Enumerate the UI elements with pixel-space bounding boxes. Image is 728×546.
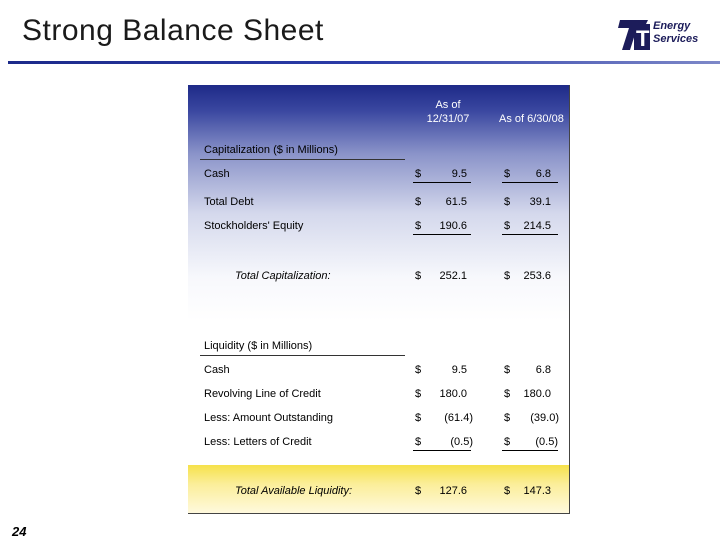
liq-row-value-2: 6.8 [535,364,551,376]
logo-mark: T3 [636,26,662,51]
liq-row-value-1: (61.4) [444,412,473,424]
balance-table [188,85,570,514]
currency-symbol: $ [504,270,511,282]
liq-row-label: Cash [204,364,230,376]
title-rule [8,61,720,64]
col1-header-line2: 12/31/07 [426,113,470,125]
currency-symbol: $ [415,412,422,424]
total-liquidity-value-1: 127.6 [439,485,467,497]
currency-symbol: $ [504,364,511,376]
currency-symbol: $ [504,196,511,208]
cap-row-value-2: $ 214.5 [502,220,558,235]
liq-row-value-2: $ (0.5) [502,436,558,451]
cap-row-label: Cash [204,168,230,180]
logo-line-2: Services [653,33,699,45]
logo-text [653,20,698,46]
logo-line-1: Energy [653,20,691,32]
currency-symbol: $ [504,388,511,400]
cap-row-value-1: $ 190.6 [413,220,471,235]
col1-header-line1: As of [435,99,461,111]
liq-row-value-1: 9.5 [451,364,467,376]
total-capitalization-label: Total Capitalization: [235,270,331,282]
section-divider [200,159,405,160]
currency-symbol: $ [415,364,422,376]
cap-row-value-2: 39.1 [529,196,551,208]
page-number: 24 [12,524,27,539]
total-capitalization-value-2: 253.6 [523,270,551,282]
currency-symbol: $ [504,485,511,497]
col1-header [420,98,476,126]
liq-row-value-1: $ (0.5) [413,436,471,451]
cap-row-value-2: $ 6.8 [502,168,558,183]
cap-row-value-1: 61.5 [445,196,467,208]
liq-row-label: Less: Amount Outstanding [204,412,334,424]
total-liquidity-label: Total Available Liquidity: [235,485,353,497]
liq-row-value-1: 180.0 [439,388,467,400]
liq-row-label: Revolving Line of Credit [204,388,321,400]
liq-row-label: Less: Letters of Credit [204,436,312,448]
slide-title: Strong Balance Sheet [22,14,324,47]
total-capitalization-value-1: 252.1 [439,270,467,282]
currency-symbol: $ [415,485,422,497]
col2-header: As of 6/30/08 [499,113,564,125]
currency-symbol: $ [415,196,422,208]
currency-symbol: $ [415,270,422,282]
currency-symbol: $ [415,388,422,400]
cap-row-label: Total Debt [204,196,254,208]
total-liquidity-value-2: 147.3 [523,485,551,497]
cap-row-value-1: $ 9.5 [413,168,471,183]
liquidity-title: Liquidity ($ in Millions) [204,340,313,352]
cap-row-label: Stockholders' Equity [204,220,304,232]
liq-row-value-2: 180.0 [523,388,551,400]
section-divider [200,355,405,356]
liq-row-value-2: (39.0) [530,412,559,424]
currency-symbol: $ [504,412,511,424]
capitalization-title: Capitalization ($ in Millions) [204,144,338,156]
